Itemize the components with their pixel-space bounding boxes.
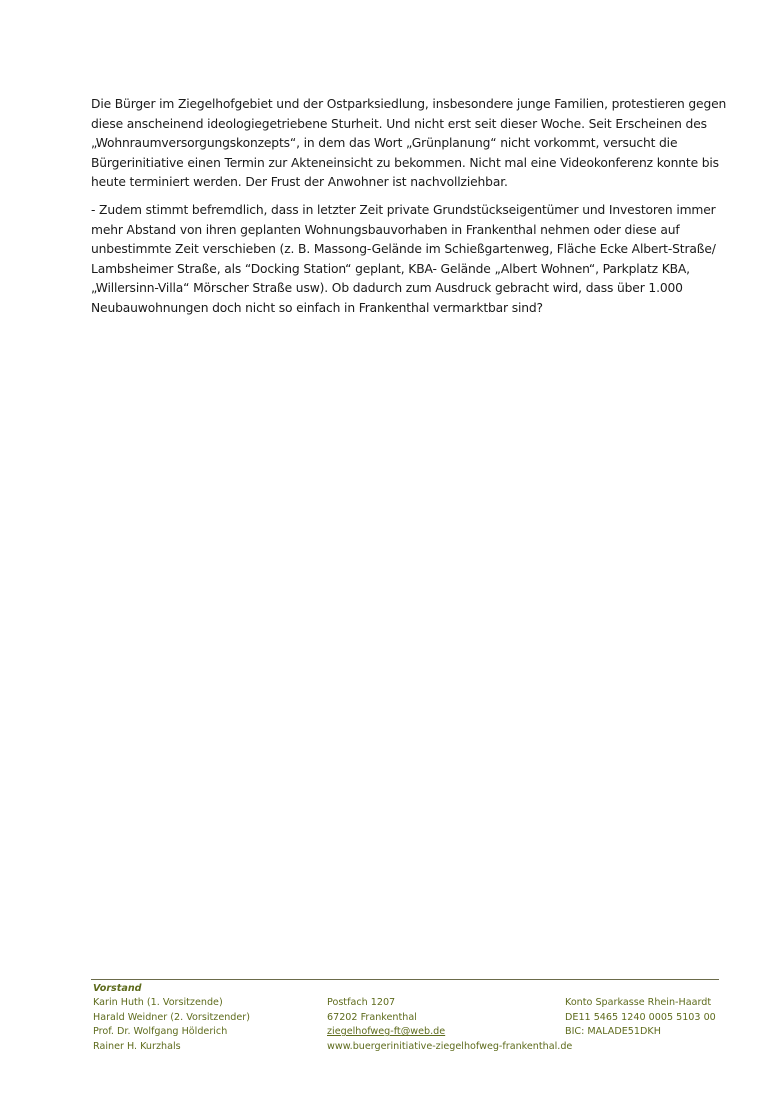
postbox: Postfach 1207 <box>327 997 396 1008</box>
text-line: Lambsheimer Straße, als “Docking Station“ geplant, KBA- Gelände „Albert Wohnen“, Parkplatz KBA, <box>91 261 690 276</box>
text-line: - Zudem stimmt befremdlich, dass in letzter Zeit private Grundstückseigentümer und Investoren immer <box>91 202 716 217</box>
text-line: Bürgerinitiative einen Termin zur Akteneinsicht zu bekommen. Nicht mal eine Videokonferenz konnte bis <box>91 155 719 170</box>
text-line: diese anscheinend ideologiegetriebene Sturheit. Und nicht erst seit dieser Woche. Seit Erscheinen des <box>91 116 707 131</box>
letterhead-footer <box>93 982 723 1052</box>
text-line: Die Bürger im Ziegelhofgebiet und der Ostparksiedlung, insbesondere junge Familien, protestieren gegen <box>91 97 727 111</box>
bank-name: Konto Sparkasse Rhein-Haardt <box>565 997 712 1008</box>
email-link[interactable]: ziegelhofweg-ft@web.de <box>327 1026 446 1038</box>
text-line: mehr Abstand von ihren geplanten Wohnungsbauvorhaben in Frankenthal nehmen oder diese auf <box>91 222 680 237</box>
board-member: Karin Huth (1. Vorsitzende) <box>93 997 223 1008</box>
text-line: „Willersinn-Villa“ Mörscher Straße usw). Ob dadurch zum Ausdruck gebracht wird, dass über 1.000 <box>91 281 683 296</box>
board-member: Rainer H. Kurzhals <box>93 1040 181 1052</box>
board-members-column <box>93 996 250 1054</box>
bank-column <box>565 996 716 1040</box>
board-member: Prof. Dr. Wolfgang Hölderich <box>93 1026 228 1038</box>
text-line: „Wohnraumversorgungskonzepts“, in dem das Wort „Grünplanung“ nicht vorkommt, versucht die <box>91 136 678 151</box>
contact-column <box>327 996 572 1054</box>
bic: BIC: MALADE51DKH <box>565 1026 661 1038</box>
text-line: unbestimmte Zeit verschieben (z. B. Massong-Gelände im Schießgartenweg, Fläche Ecke Albert-Straße/ <box>91 242 716 257</box>
iban: DE11 5465 1240 0005 5103 00 <box>565 1011 716 1023</box>
board-member: Harald Weidner (2. Vorsitzender) <box>93 1011 250 1023</box>
text-line: Neubauwohnungen doch nicht so einfach in Frankenthal vermarktbar sind? <box>91 300 543 315</box>
website-link[interactable]: www.buergerinitiative-ziegelhofweg-frankenthal.de <box>327 1040 573 1052</box>
footer-title: Vorstand <box>93 983 142 994</box>
paragraph-1 <box>91 95 727 193</box>
letter-body <box>91 95 727 319</box>
text-line: heute terminiert werden. Der Frust der Anwohner ist nachvollziehbar. <box>91 175 508 190</box>
postal-city: 67202 Frankenthal <box>327 1011 417 1023</box>
footer-divider <box>91 979 719 980</box>
paragraph-2 <box>91 201 721 319</box>
